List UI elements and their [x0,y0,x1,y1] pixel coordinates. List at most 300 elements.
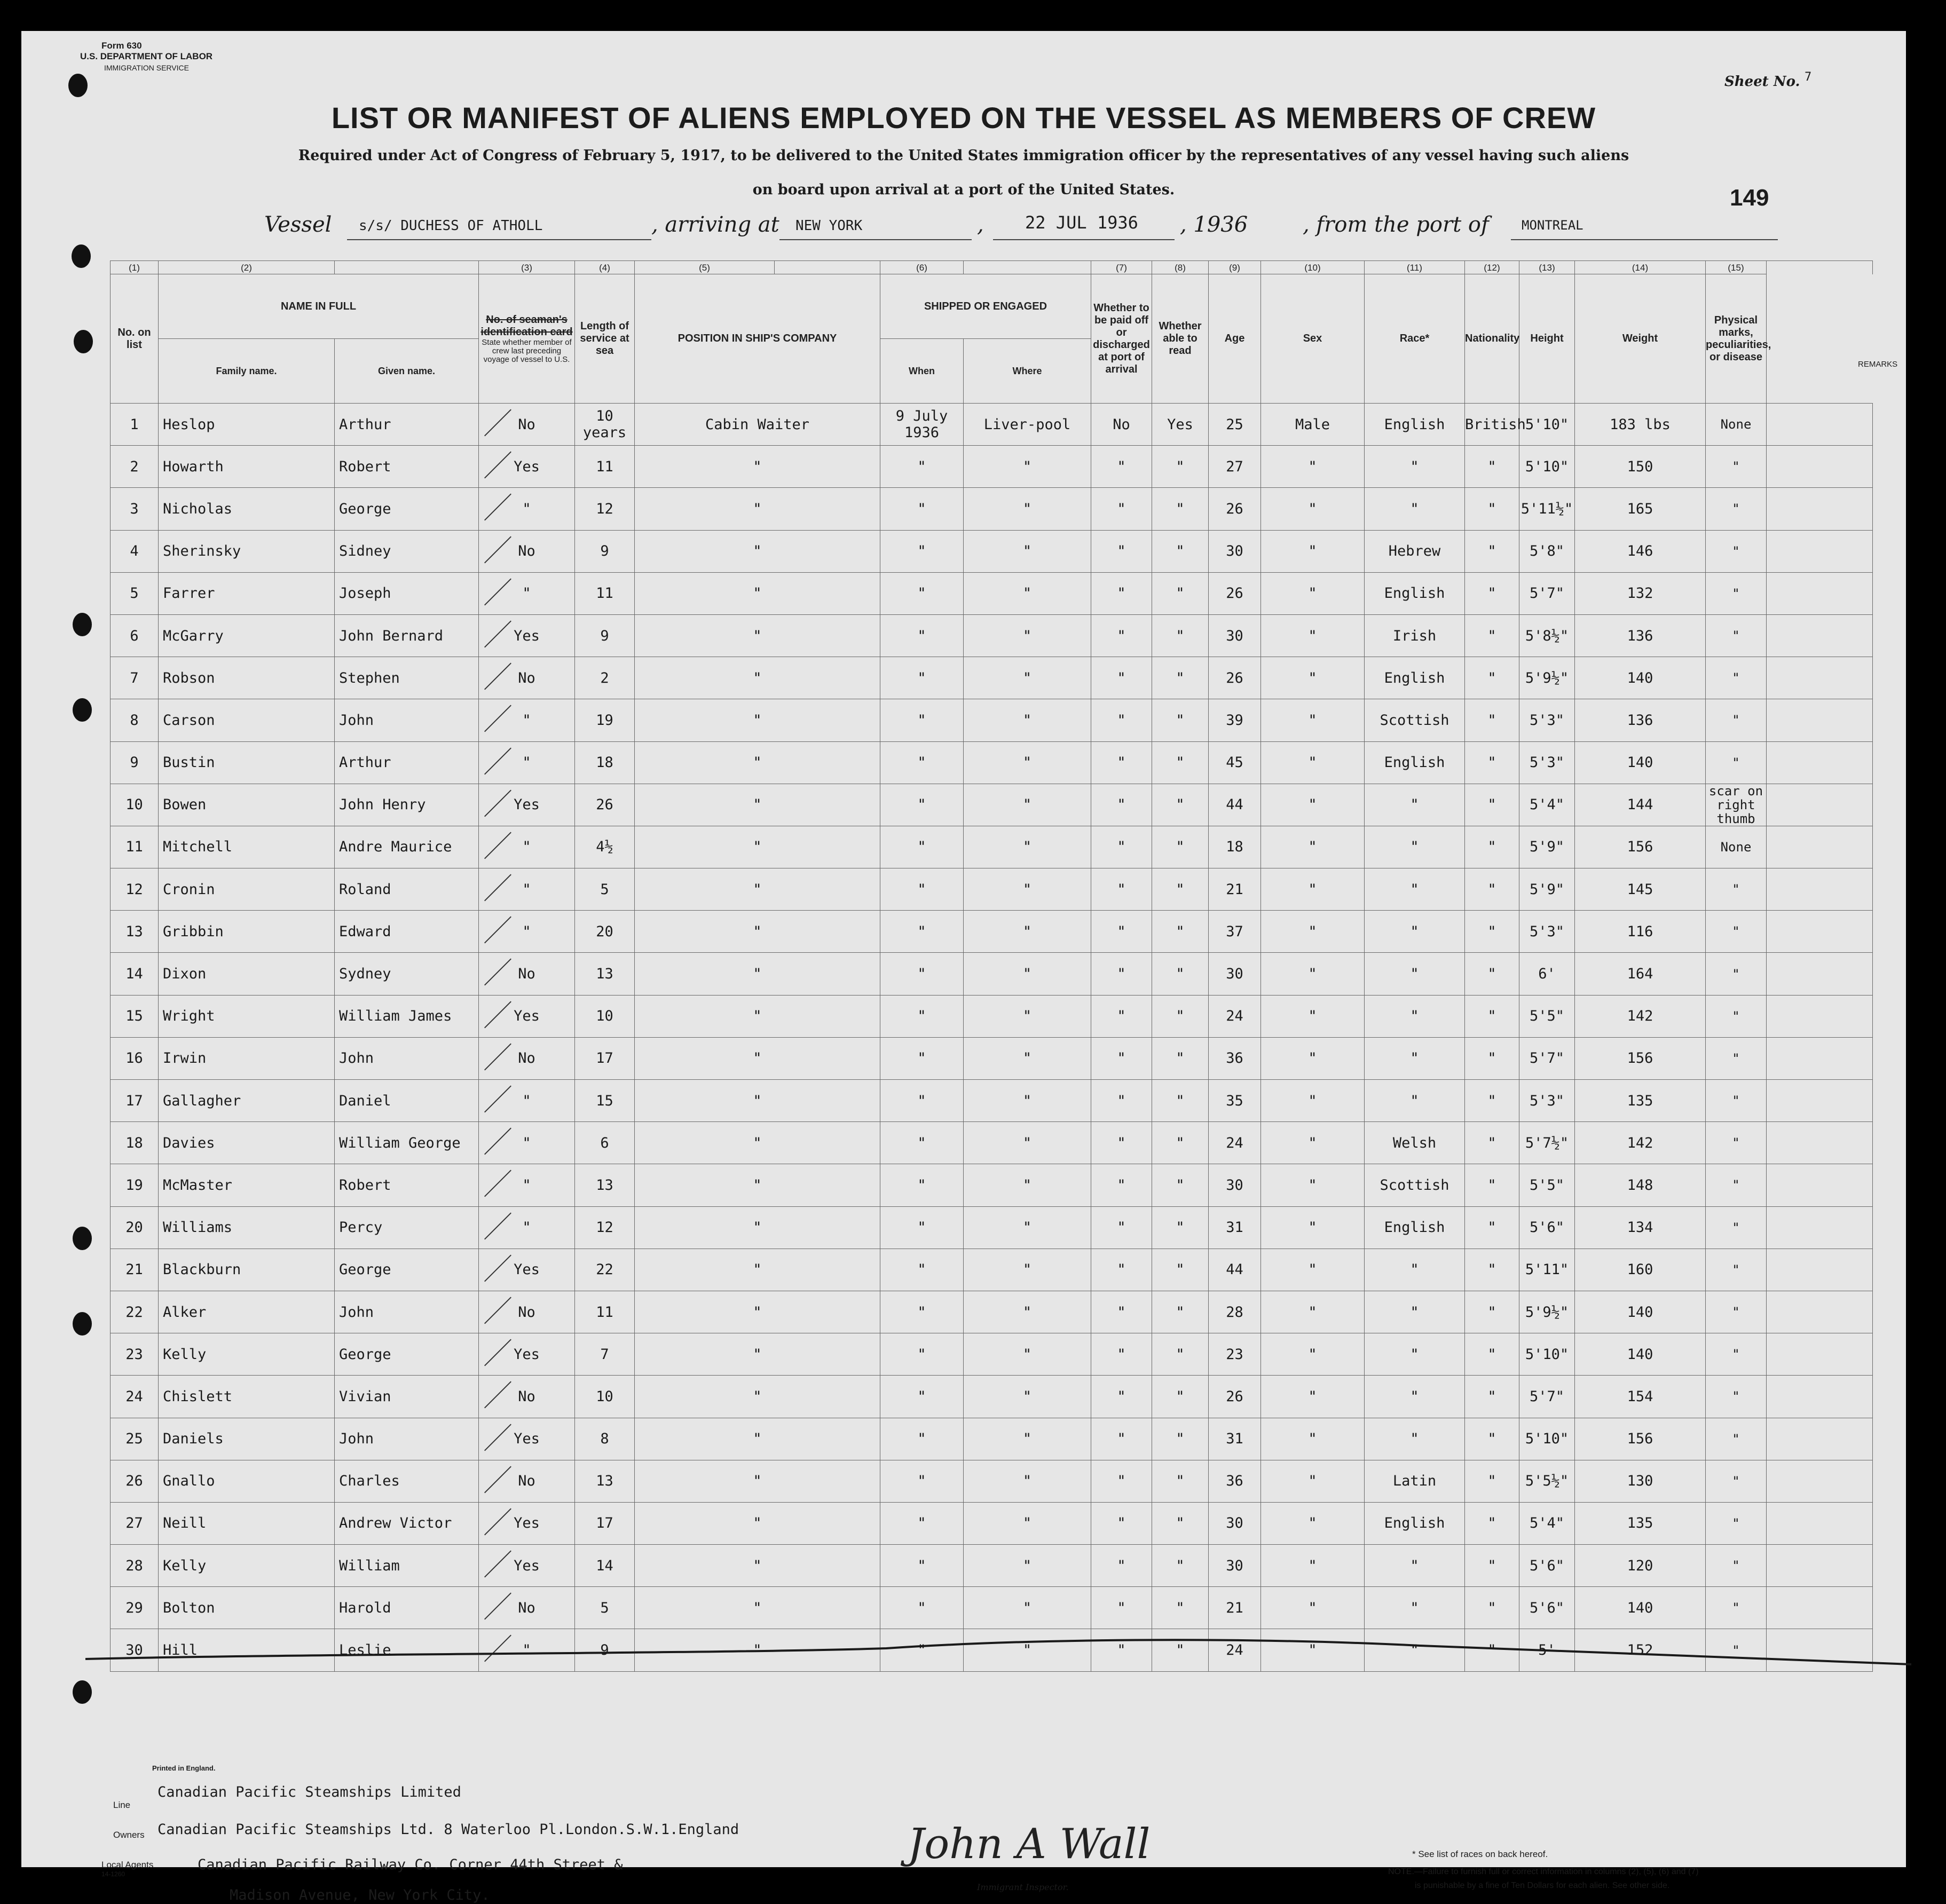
punch-hole [73,1227,92,1250]
cell-remarks [1767,1418,1873,1460]
cell-given-name: John [335,1291,479,1333]
cell-service-length: 8 [575,1418,635,1460]
table-row [111,1587,1873,1629]
cell-age: 26 [1209,488,1261,530]
cell-service-length: 13 [575,1164,635,1206]
cell-paid-off: " [1091,826,1152,868]
cell-paid-off: " [1091,995,1152,1037]
cell-able-to-read: " [1152,488,1209,530]
cell-remarks [1767,1502,1873,1544]
check-slash [484,663,511,690]
cell-weight: 142 [1575,1122,1706,1164]
table-row [111,995,1873,1037]
cell-position: " [635,953,880,995]
check-slash [484,578,511,605]
cell-remarks [1767,1333,1873,1376]
cell-age: 24 [1209,1122,1261,1164]
cell-race: English [1365,404,1465,446]
cell-last-voyage [479,1080,575,1122]
cell-family-name: Blackburn [159,1249,335,1291]
cell-given-name: Andre Maurice [335,826,479,868]
cell-position: " [635,868,880,911]
cell-remarks [1767,1376,1873,1418]
table-row [111,1376,1873,1418]
cell-shipped-when: " [880,657,964,699]
cell-weight: 140 [1575,1291,1706,1333]
cell-given-name: John Henry [335,784,479,826]
cell-remarks [1767,953,1873,995]
table-row [111,699,1873,741]
cell-service-length: 11 [575,1291,635,1333]
cell-service-length: 6 [575,1122,635,1164]
cell-height: 5'6" [1519,1545,1575,1587]
cell-remarks [1767,446,1873,488]
cell-age: 31 [1209,1418,1261,1460]
cell-weight: 148 [1575,1164,1706,1206]
cell-sex: " [1261,1418,1365,1460]
table-row [111,488,1873,530]
check-slash [484,1043,511,1070]
cell-shipped-where: " [964,741,1091,784]
cell-age: 23 [1209,1333,1261,1376]
cell-position: " [635,1502,880,1544]
cell-shipped-when: " [880,1206,964,1249]
cell-able-to-read: " [1152,868,1209,911]
cell-shipped-when: " [880,1587,964,1629]
last-voyage-value: " [522,1642,531,1659]
cell-nationality: " [1465,1206,1519,1249]
cell-able-to-read: " [1152,1545,1209,1587]
cell-physical-marks: " [1706,1460,1767,1502]
cell-list-number: 2 [111,446,159,488]
vessel-label: Vessel [264,212,332,237]
cell-given-name: Joseph [335,572,479,614]
check-slash [484,959,511,986]
cell-remarks [1767,784,1873,826]
cell-nationality: " [1465,1164,1519,1206]
cell-last-voyage [479,488,575,530]
cell-paid-off: " [1091,953,1152,995]
cell-height: 5'9" [1519,868,1575,911]
cell-physical-marks: " [1706,741,1767,784]
last-voyage-value: No [518,1473,535,1490]
cell-list-number: 10 [111,784,159,826]
cell-family-name: Dixon [159,953,335,995]
agents-label: Local Agents [101,1860,154,1870]
cell-shipped-where: " [964,911,1091,953]
cell-nationality: " [1465,826,1519,868]
cell-last-voyage [479,953,575,995]
cell-sex: " [1261,1122,1365,1164]
cell-service-length: 11 [575,446,635,488]
cell-age: 44 [1209,784,1261,826]
column-number: (13) [1519,261,1575,274]
column-number [1767,261,1873,274]
cell-sex: " [1261,1460,1365,1502]
cell-shipped-where: " [964,572,1091,614]
cell-paid-off: " [1091,741,1152,784]
cell-race: " [1365,911,1465,953]
cell-last-voyage [479,741,575,784]
check-slash [484,917,511,944]
cell-list-number: 15 [111,995,159,1037]
cell-service-length: 26 [575,784,635,826]
cell-family-name: Bustin [159,741,335,784]
cell-able-to-read: " [1152,1502,1209,1544]
cell-remarks [1767,911,1873,953]
cell-height: 5'10" [1519,446,1575,488]
cell-list-number: 17 [111,1080,159,1122]
cell-sex: " [1261,614,1365,657]
cell-list-number: 8 [111,699,159,741]
table-row [111,826,1873,868]
agents-code: 14-1260 [101,1870,125,1878]
cell-position: " [635,741,880,784]
check-slash [484,620,511,647]
cell-position: " [635,1545,880,1587]
cell-nationality: " [1465,1333,1519,1376]
departure-port: MONTREAL [1522,218,1583,233]
cell-service-length: 11 [575,572,635,614]
cell-able-to-read: " [1152,953,1209,995]
cell-remarks [1767,826,1873,868]
cell-nationality: " [1465,572,1519,614]
cell-last-voyage [479,446,575,488]
cell-height: 5'3" [1519,699,1575,741]
cell-sex: " [1261,1629,1365,1671]
cell-shipped-when: " [880,1502,964,1544]
agents-value-1: Canadian Pacific Railway Co. Corner 44th Street & [198,1856,623,1873]
cell-weight: 135 [1575,1502,1706,1544]
cell-position: " [635,699,880,741]
table-row [111,1545,1873,1587]
cell-family-name: Mitchell [159,826,335,868]
sheet-number: 7 [1805,70,1812,84]
cell-service-length: 19 [575,699,635,741]
cell-shipped-where: " [964,446,1091,488]
cell-height: 5'4" [1519,1502,1575,1544]
cell-weight: 140 [1575,1587,1706,1629]
cell-last-voyage [479,404,575,446]
cell-service-length: 17 [575,1037,635,1079]
column-number: (2) [159,261,335,274]
cell-shipped-when: " [880,1545,964,1587]
cell-sex: " [1261,1587,1365,1629]
cell-able-to-read: " [1152,1122,1209,1164]
cell-last-voyage [479,1333,575,1376]
cell-shipped-where: " [964,1587,1091,1629]
cell-nationality: " [1465,1037,1519,1079]
cell-physical-marks: " [1706,1249,1767,1291]
cell-family-name: Nicholas [159,488,335,530]
cell-remarks [1767,404,1873,446]
cell-list-number: 28 [111,1545,159,1587]
last-voyage-value: " [522,1092,531,1109]
cell-last-voyage [479,572,575,614]
cell-age: 21 [1209,868,1261,911]
cell-shipped-where: " [964,1037,1091,1079]
cell-list-number: 27 [111,1502,159,1544]
cell-race: English [1365,1206,1465,1249]
cell-nationality: " [1465,699,1519,741]
cell-last-voyage [479,1164,575,1206]
cell-physical-marks: " [1706,868,1767,911]
column-number: (5) [635,261,775,274]
cell-list-number: 14 [111,953,159,995]
cell-list-number: 24 [111,1376,159,1418]
cell-race: Hebrew [1365,530,1465,572]
check-slash [484,1170,511,1197]
cell-sex: " [1261,1333,1365,1376]
last-voyage-value: Yes [514,627,540,644]
check-slash [484,832,511,859]
header-nationality: Nationality [1465,274,1519,404]
cell-paid-off: " [1091,1629,1152,1671]
cell-nationality: " [1465,488,1519,530]
cell-paid-off: " [1091,1587,1152,1629]
table-row [111,1291,1873,1333]
cell-race: English [1365,657,1465,699]
last-voyage-value: " [522,1176,531,1194]
punch-hole [73,1680,92,1704]
cell-paid-off: " [1091,1418,1152,1460]
cell-physical-marks: None [1706,826,1767,868]
column-number: (4) [575,261,635,274]
cell-shipped-when: " [880,446,964,488]
cell-nationality: British [1465,404,1519,446]
table-row [111,530,1873,572]
last-voyage-value: Yes [514,458,540,475]
cell-family-name: Kelly [159,1545,335,1587]
check-slash [484,1297,511,1324]
check-slash [484,1466,511,1493]
header-when: When [880,339,964,404]
cell-weight: 135 [1575,1080,1706,1122]
cell-shipped-where: " [964,784,1091,826]
cell-physical-marks: " [1706,1376,1767,1418]
cell-sex: " [1261,657,1365,699]
cell-race: English [1365,741,1465,784]
cell-family-name: Bowen [159,784,335,826]
cell-race: " [1365,488,1465,530]
cell-last-voyage [479,995,575,1037]
cell-physical-marks: " [1706,1502,1767,1544]
cell-remarks [1767,1249,1873,1291]
cell-height: 5'9½" [1519,657,1575,699]
cell-paid-off: " [1091,1080,1152,1122]
punch-hole [73,613,92,636]
cell-weight: 120 [1575,1545,1706,1587]
cell-age: 18 [1209,826,1261,868]
cell-weight: 140 [1575,741,1706,784]
cell-age: 39 [1209,699,1261,741]
cell-paid-off: No [1091,404,1152,446]
cell-paid-off: " [1091,699,1152,741]
cell-list-number: 5 [111,572,159,614]
cell-age: 21 [1209,1587,1261,1629]
cell-age: 30 [1209,530,1261,572]
underline [779,239,972,240]
last-voyage-value: No [518,1599,535,1616]
cell-sex: " [1261,1037,1365,1079]
cell-paid-off: " [1091,1376,1152,1418]
cell-weight: 154 [1575,1376,1706,1418]
cell-position: Cabin Waiter [635,404,880,446]
cell-height: 5'5" [1519,1164,1575,1206]
cell-remarks [1767,488,1873,530]
cell-nationality: " [1465,911,1519,953]
last-voyage-value: Yes [514,1431,540,1448]
check-slash [484,1086,511,1113]
cell-sex: " [1261,826,1365,868]
cell-height: 5'11" [1519,1249,1575,1291]
cell-physical-marks: " [1706,614,1767,657]
cell-list-number: 18 [111,1122,159,1164]
cell-position: " [635,1249,880,1291]
cell-shipped-when: " [880,1164,964,1206]
cell-family-name: Daniels [159,1418,335,1460]
cell-paid-off: " [1091,1291,1152,1333]
column-number: (6) [880,261,964,274]
cell-service-length: 7 [575,1333,635,1376]
cell-given-name: Andrew Victor [335,1502,479,1544]
cell-shipped-where: Liver-pool [964,404,1091,446]
cell-weight: 156 [1575,1418,1706,1460]
cell-list-number: 9 [111,741,159,784]
cell-weight: 144 [1575,784,1706,826]
cell-height: 5'7" [1519,1376,1575,1418]
punch-hole [68,74,88,97]
cell-race: " [1365,784,1465,826]
cell-race: " [1365,1037,1465,1079]
cell-shipped-when: 9 July 1936 [880,404,964,446]
cell-service-length: 17 [575,1502,635,1544]
last-voyage-value: No [518,416,535,433]
cell-family-name: Davies [159,1122,335,1164]
cell-shipped-when: " [880,1037,964,1079]
cell-given-name: John [335,1037,479,1079]
cell-weight: 116 [1575,911,1706,953]
cell-service-length: 9 [575,614,635,657]
cell-physical-marks: None [1706,404,1767,446]
cell-given-name: Sidney [335,530,479,572]
check-slash [484,409,511,437]
cell-height: 5'8½" [1519,614,1575,657]
cell-given-name: John [335,1418,479,1460]
form-number: Form 630 [101,41,142,51]
cell-family-name: Kelly [159,1333,335,1376]
cell-last-voyage [479,911,575,953]
cell-race: " [1365,826,1465,868]
cell-service-length: 18 [575,741,635,784]
cell-list-number: 3 [111,488,159,530]
cell-paid-off: " [1091,1333,1152,1376]
cell-able-to-read: " [1152,826,1209,868]
service: IMMIGRATION SERVICE [104,64,189,72]
check-slash [484,536,511,563]
cell-shipped-where: " [964,530,1091,572]
page-stamp-number: 149 [1730,185,1769,211]
cell-age: 25 [1209,404,1261,446]
cell-physical-marks: " [1706,1418,1767,1460]
cell-height: 6' [1519,953,1575,995]
last-voyage-value: " [522,500,531,517]
cell-paid-off: " [1091,1249,1152,1291]
owners-label: Owners [113,1830,145,1840]
cell-sex: " [1261,1291,1365,1333]
cell-height: 5'11½" [1519,488,1575,530]
table-row [111,741,1873,784]
cell-remarks [1767,572,1873,614]
cell-physical-marks: " [1706,1629,1767,1671]
cell-position: " [635,1206,880,1249]
cell-shipped-where: " [964,1291,1091,1333]
cell-position: " [635,826,880,868]
check-slash [484,747,511,775]
header-height: Height [1519,274,1575,404]
arriving-label: , arriving at [651,212,779,237]
cell-service-length: 9 [575,1629,635,1671]
cell-position: " [635,995,880,1037]
cell-nationality: " [1465,1460,1519,1502]
cell-list-number: 11 [111,826,159,868]
column-number: (7) [1091,261,1152,274]
cell-service-length: 13 [575,953,635,995]
cell-race: " [1365,1080,1465,1122]
column-number: (3) [479,261,575,274]
cell-shipped-when: " [880,1333,964,1376]
cell-race: Scottish [1365,1164,1465,1206]
cell-family-name: Chislett [159,1376,335,1418]
cell-remarks [1767,614,1873,657]
cell-shipped-where: " [964,826,1091,868]
header-paid-off: Whether to be paid off or discharged at port of arrival [1091,274,1152,404]
cell-sex: " [1261,741,1365,784]
cell-family-name: McGarry [159,614,335,657]
cell-weight: 136 [1575,699,1706,741]
arrival-date: 22 JUL 1936 [1025,212,1138,233]
cell-nationality: " [1465,953,1519,995]
cell-list-number: 29 [111,1587,159,1629]
cell-shipped-where: " [964,953,1091,995]
cell-list-number: 1 [111,404,159,446]
header-length-of-service: Length of service at sea [575,274,635,404]
cell-remarks [1767,1206,1873,1249]
cell-weight: 146 [1575,530,1706,572]
table-row [111,1418,1873,1460]
table-row [111,1249,1873,1291]
cell-height: 5'7" [1519,1037,1575,1079]
table-row [111,1460,1873,1502]
cell-remarks [1767,868,1873,911]
penalty-note-1: NOTE.—Failure to furnish full or correct information in columns (2), (5), (6) and (7) [1388,1867,1699,1876]
cell-shipped-when: " [880,614,964,657]
cell-age: 24 [1209,1629,1261,1671]
cell-height: 5'7½" [1519,1122,1575,1164]
cell-given-name: Robert [335,446,479,488]
cell-weight: 140 [1575,1333,1706,1376]
cell-sex: " [1261,868,1365,911]
cell-physical-marks: " [1706,530,1767,572]
crew-manifest-table [110,260,1873,1672]
cell-able-to-read: " [1152,1037,1209,1079]
cell-weight: 183 lbs [1575,404,1706,446]
cell-weight: 150 [1575,446,1706,488]
cell-nationality: " [1465,614,1519,657]
table-row [111,784,1873,826]
cell-race: " [1365,1545,1465,1587]
cell-height: 5'3" [1519,1080,1575,1122]
